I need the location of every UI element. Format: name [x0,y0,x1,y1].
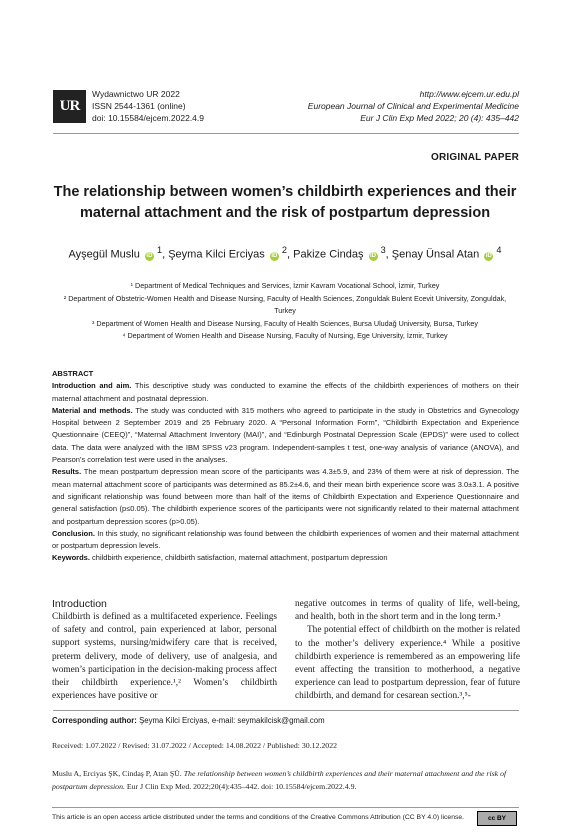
journal-name: European Journal of Clinical and Experimental Medicine [307,101,519,111]
license-text: This article is an open access article distributed under the terms and conditions of the Creative Commons Attribution (CC BY 4.0) license. [52,814,465,821]
author-sup: 3 [380,245,386,255]
affiliations [60,280,510,343]
body-column-left [52,598,277,703]
citation-source: Eur J Clin Exp Med. 2022;20(4):435–442. doi: 10.15584/ejcem.2022.4.9. [126,781,357,791]
article-dates: Received: 1.07.2022 / Revised: 31.07.2022 / Accepted: 14.08.2022 / Published: 30.12.2022 [52,741,337,750]
intro-label: Introduction and aim. [52,381,132,391]
article-type-label: ORIGINAL PAPER [431,152,519,163]
journal-issue: Eur J Clin Exp Med 2022; 20 (4): 435–442 [360,113,519,123]
affiliation: ² Department of Obstetric-Women Health and Disease Nursing, Faculty of Health Sciences, Zonguldak Bulent Ecevit University, Zonguldak, Turkey [63,293,507,315]
abstract-conclusion: In this study, no significant relationship was found between the childbirth experiences of women and their maternal attachment or postpartum depression levels. [52,528,519,551]
abstract-keywords: childbirth experience, childbirth satisfaction, maternal attachment, postpartum depression [92,553,388,563]
abstract-methods: The study was conducted with 315 mothers who agreed to participate in the study in Obstetrics and Gynecology Hospital between 2 September 2019 and 25 February 2020. A “Personal Information Form”, “Childbirth Expectation and Experience Questionnaire (CEEQ)”, “Maternal Attachment Inventory (MAI)”, and “Edinburgh Postnatal Depression Scale (EPDS)” were used to collect data. The data were analyzed with the IBM SPSS v23 program. Independent-samples t test, one-way analysis of variance (ANOVA), and Pearson’s correlation test were used in the analyses. [52,405,520,465]
journal-meta-left [92,88,204,124]
header-rule [53,133,519,134]
license-footer [52,807,519,827]
orcid-icon[interactable]: iD [146,252,153,259]
article-title: The relationship between women’s childbirth experiences and their maternal attachment and the risk of postpartum depression [53,184,517,221]
journal-meta-right [308,88,519,124]
corresponding-author [52,716,325,725]
citation [52,768,520,793]
abstract-results: The mean postpartum depression mean score of the participants was 4.3±5.9, and 23% of them were at risk of depression. The mean maternal attachment score of participants was determined as 85.2±4.6, and their mean birth experience score was 3.0±3.1. A positive and significant relationship was found between more than half of the items of Childbirth Expectation and Experience Questionnaire and general satisfaction (p≤0.05). The childbirth experience scores of the participants were not significantly related to their maternal attachment and postpartum depression scores (p>0.05). [52,467,519,526]
footnote-rule [53,710,519,711]
section-heading: Introduction [52,598,107,610]
issn-line: ISSN 2544-1361 (online) [92,101,186,111]
author-name: Şeyma Kilci Erciyas [168,248,265,261]
publisher-logo: UR [53,90,86,123]
body-paragraph: Childbirth is defined as a multifaceted experience. Feelings of safety and control, pain experienced at labor, personal support systems, nursing/midwifery care that is received, preterm delivery, mode of delivery, use of analgesia, and women’s participation in the decision-making process affect their childbirth experience.¹,² Women’s childbirth experiences have positive or [52,612,277,702]
cc-by-badge-icon[interactable]: cc BY [477,811,517,826]
author-sup: 4 [496,245,502,255]
author-sup: 2 [281,245,287,255]
corresponding-text[interactable]: Şeyma Kilci Erciyas, e-mail: seymakilcisk@gmail.com [139,716,325,725]
citation-authors: Muslu A, Erciyas ŞK, Cindaş P, Atan ŞÜ. [52,769,182,778]
methods-label: Material and methods. [52,405,133,415]
abstract-heading: ABSTRACT [52,369,94,378]
results-label: Results. [52,467,82,477]
body-paragraph: negative outcomes in terms of quality of life, well-being, and health, both in the short term and in the long term.³ [295,599,520,623]
orcid-icon[interactable]: iD [370,252,377,259]
author-sup: 1 [156,245,163,255]
author-name: Ayşegül Muslu [68,248,140,261]
affiliation: ³ Department of Women Health and Disease Nursing, Faculty of Health Sciences, Bursa Uludağ University, Bursa, Turkey [91,318,479,328]
corresponding-label: Corresponding author: [52,716,137,725]
keywords-label: Keywords. [52,553,90,563]
author-list: Ayşegül Muslu iD $^1$, Şeyma Kilci Erciyas iD $^2$, Pakize Cindaş iD $^3$, Şenay Ünsal Atan iD $^4$ [68,245,502,261]
publisher-line: Wydawnictwo UR 2022 [92,89,180,99]
orcid-icon[interactable]: iD [485,252,492,259]
body-paragraph: The potential effect of childbirth on the mother is related to the mother’s delivery experience.⁴ While a positive childbirth experience is remembered as an empowering life event affecting the transition to motherhood, a negative experience can lead to postpartum depression, fear of future childbirth, and demand for cesarean section.³,⁵- [295,625,520,702]
orcid-icon[interactable]: iD [271,252,278,259]
affiliation: ¹ Department of Medical Techniques and Services, İzmir Kavram Vocational School, İzmir, Turkey [130,281,440,290]
body-column-right [295,598,520,704]
conclusion-label: Conclusion. [52,528,95,538]
journal-url[interactable]: http://www.ejcem.ur.edu.pl [419,89,519,99]
author-name: Pakize Cindaş [293,248,364,261]
citation-title: The relationship between women’s childbirth experiences and their maternal attachment and the risk of postpartum depression. [52,769,507,791]
abstract-intro: This descriptive study was conducted to examine the effects of the childbirth experiences of mothers on their maternal attachment and postnatal depression. [52,381,519,403]
affiliation: ⁴ Department of Women Health and Disease Nursing, Faculty of Nursing, Ege University, İzmir, Turkey [122,331,448,340]
author-name: Şenay Ünsal Atan [391,248,480,261]
abstract [52,368,519,565]
doi-line[interactable]: doi: 10.15584/ejcem.2022.4.9 [92,113,205,123]
